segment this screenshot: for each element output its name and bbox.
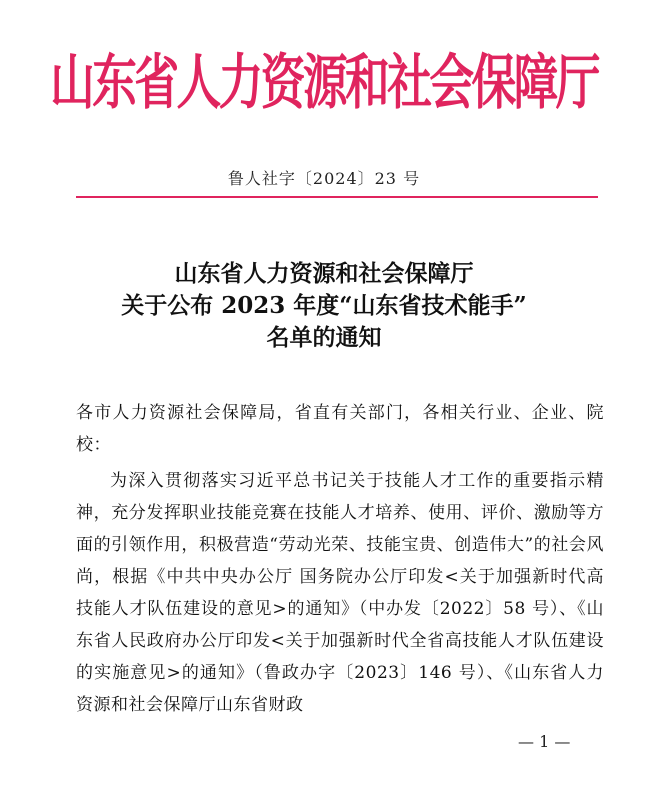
- body-paragraph: 为深入贯彻落实习近平总书记关于技能人才工作的重要指示精神，充分发挥职业技能竞赛在技能人才培养、使用、评价、激励等方面的引领作用，积极营造“劳动光荣、技能宝贵、创造伟大”的社会风尚，根据《中共中央办公厅 国务院办公厅印发<关于加强新时代高技能人才队伍建设的意见>的通知》（中办发〔2022〕58 号）、《山东省人民政府办公厅印发<关于加强新时代全省高技能人才队伍建设的实施意见>的通知》（鲁政办字〔2023〕146 号）、《山东省人力资源和社会保障厅山东省财政: [76, 471, 604, 715]
- document-number: 鲁人社字〔2024〕23 号: [227, 169, 421, 188]
- document-title: [0, 258, 648, 354]
- page-number: — 1 —: [518, 732, 571, 751]
- salutation: 各市人力资源社会保障局，省直有关部门，各相关行业、企业、院校：: [76, 403, 604, 455]
- title-line-1: 山东省人力资源和社会保障厅: [174, 260, 474, 287]
- title-line-3: 名单的通知: [266, 324, 382, 351]
- title-line-2: 关于公布 2023 年度“山东省技术能手”: [121, 292, 527, 319]
- document-body: [76, 397, 604, 721]
- masthead-org-name: 山东省人力资源和社会保障厅: [50, 47, 598, 118]
- red-separator-line: [76, 196, 598, 198]
